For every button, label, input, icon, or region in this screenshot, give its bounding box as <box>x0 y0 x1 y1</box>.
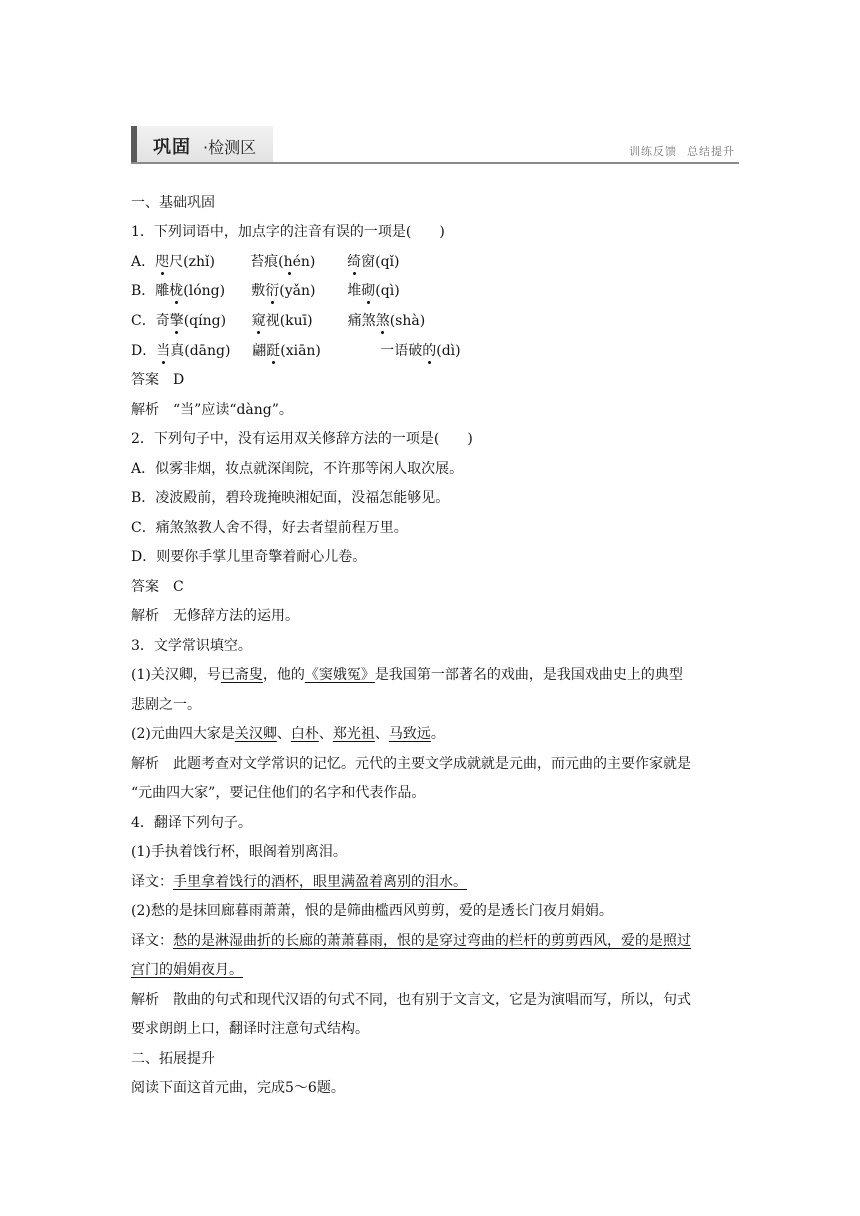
q1-stem: 1．下列词语中，加点字的注音有误的一项是( ) <box>131 224 445 240</box>
q2-analysis: 解析 无修辞方法的运用。 <box>131 608 299 624</box>
q3-analysis-line1: 解析 此题考查对文学常识的记忆。元代的主要文学成就就是元曲，而元曲的主要作家就是 <box>131 756 691 772</box>
q3-part2: (2)元曲四大家是关汉卿、白朴、郑光祖、马致远。 <box>131 726 445 742</box>
reading-intro: 阅读下面这首元曲，完成5～6题。 <box>131 1080 345 1096</box>
header-right-a: 训练反馈 <box>629 145 677 158</box>
header-tab-accent <box>131 126 137 162</box>
q2-option-a: A．似雾非烟，妆点就深闺院，不许那等闲人取次展。 <box>131 461 464 477</box>
q1-option-a: A．咫尺(zhǐ) 苔痕(hén) 绮窗(qǐ) <box>131 254 400 270</box>
section-header <box>131 126 739 164</box>
header-right <box>629 143 735 159</box>
q2-answer: 答案 C <box>131 579 184 595</box>
answer-blank: 马致远 <box>388 726 431 742</box>
q2-stem: 2．下列句子中，没有运用双关修辞方法的一项是( ) <box>131 431 473 447</box>
answer-blank: 郑光祖 <box>332 726 375 742</box>
q1-option-c: C．奇擎(qíng) 窥视(kuī) 痛煞煞(shà) <box>131 313 426 329</box>
q4-analysis-line1: 解析 散曲的句式和现代汉语的句式不同，也有别于文言文，它是为演唱而写，所以，句式 <box>131 992 691 1008</box>
q3-part1-line2: 悲剧之一。 <box>131 697 201 713</box>
q4-analysis-line2: 要求朗朗上口，翻译时注意句式结构。 <box>131 1021 369 1037</box>
q3-part1-line1: (1)关汉卿，号已斋叟，他的《窦娥冤》是我国第一部著名的戏曲，是我国戏曲史上的典型 <box>131 667 683 683</box>
answer-blank: 手里拿着饯行的酒杯，眼里满盈着离别的泪水。 <box>173 874 467 890</box>
q1-answer: 答案 D <box>131 372 185 388</box>
header-title-main: 巩固 <box>153 137 191 158</box>
q4-sentence2: (2)愁的是抹回廊暮雨萧萧，恨的是筛曲槛西风剪剪，爱的是透长门夜月娟娟。 <box>131 903 613 919</box>
answer-blank: 关汉卿 <box>234 726 277 742</box>
q3-analysis-line2: “元曲四大家”，要记住他们的名字和代表作品。 <box>131 785 426 801</box>
q4-translation2-line1: 译文：愁的是淋湿曲折的长廊的萧萧暮雨，恨的是穿过弯曲的栏杆的剪剪西风，爱的是照过 <box>131 933 691 949</box>
section-heading-2: 二、拓展提升 <box>131 1051 215 1067</box>
q4-sentence1: (1)手执着饯行杯，眼阁着别离泪。 <box>131 844 347 860</box>
answer-blank: 白朴 <box>290 726 319 742</box>
q2-option-c: C．痛煞煞教人舍不得，好去者望前程万里。 <box>131 520 408 536</box>
answer-blank: 已斋叟 <box>220 667 263 683</box>
q1-option-d: D．当真(dāng) 翩跹(xiān) 一语破的(dì) <box>131 343 461 359</box>
answer-blank: 宫门的娟娟夜月。 <box>131 962 243 978</box>
header-title-sub: ·检测区 <box>203 138 257 157</box>
section-heading-1: 一、基础巩固 <box>131 195 215 211</box>
q3-stem: 3．文学常识填空。 <box>131 638 252 654</box>
answer-blank: 《窦娥冤》 <box>304 667 375 683</box>
q2-option-b: B．凌波殿前，碧玲珑掩映湘妃面，没福怎能够见。 <box>131 490 450 506</box>
q4-translation2-line2 <box>131 960 243 980</box>
answer-blank: 愁的是淋湿曲折的长廊的萧萧暮雨，恨的是穿过弯曲的栏杆的剪剪西风，爱的是照过 <box>173 933 691 949</box>
q4-translation1: 译文：手里拿着饯行的酒杯，眼里满盈着离别的泪水。 <box>131 874 467 890</box>
q1-analysis: 解析 “当”应读“dàng”。 <box>131 402 293 418</box>
q1-option-b: B．雕栊(lóng) 敷衍(yǎn) 堆砌(qì) <box>131 283 400 299</box>
q2-option-d: D．则要你手掌儿里奇擎着耐心儿卷。 <box>131 549 367 565</box>
q4-stem: 4．翻译下列句子。 <box>131 815 252 831</box>
header-right-b: 总结提升 <box>687 145 735 158</box>
